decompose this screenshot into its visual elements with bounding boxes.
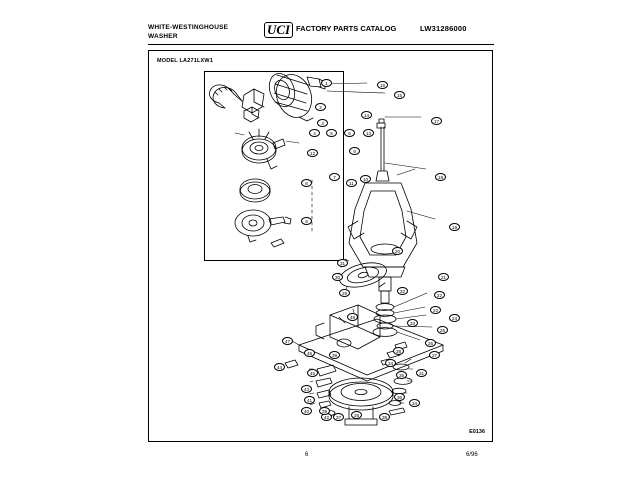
callout-46: 46 xyxy=(304,349,315,357)
brand-line-1: WHITE-WESTINGHOUSE xyxy=(148,24,229,31)
brand-block xyxy=(148,23,228,41)
callout-36: 36 xyxy=(394,393,405,401)
callout-33: 33 xyxy=(407,319,418,327)
callout-4: 4 xyxy=(309,129,320,137)
callout-32: 32 xyxy=(397,287,408,295)
callout-43: 43 xyxy=(301,385,312,393)
callout-31: 31 xyxy=(416,369,427,377)
callout-3: 3 xyxy=(317,119,328,127)
callout-19: 19 xyxy=(449,223,460,231)
callout-8: 8 xyxy=(301,217,312,225)
callout-24: 24 xyxy=(449,314,460,322)
callout-6: 6 xyxy=(344,129,355,137)
callout-2: 2 xyxy=(315,103,326,111)
callout-10: 10 xyxy=(360,175,371,183)
footer-page-number: 6 xyxy=(305,452,309,458)
callout-13: 13 xyxy=(363,129,374,137)
callout-45: 45 xyxy=(307,369,318,377)
document-code: LW31286000 xyxy=(420,24,467,33)
callout-31: 31 xyxy=(337,259,348,267)
callout-1: 1 xyxy=(321,79,332,87)
footer-date: 6/96 xyxy=(466,452,478,458)
callout-7: 7 xyxy=(329,173,340,181)
diagram-frame xyxy=(148,50,493,442)
callout-34: 34 xyxy=(385,359,396,367)
callout-21: 21 xyxy=(438,273,449,281)
uci-logo: UCI xyxy=(264,22,293,38)
callout-48: 48 xyxy=(347,313,358,321)
header-divider xyxy=(148,44,494,45)
callout-15: 15 xyxy=(394,91,405,99)
page-header xyxy=(148,22,494,46)
callout-16: 16 xyxy=(377,81,388,89)
callout-8: 8 xyxy=(301,179,312,187)
callout-25: 25 xyxy=(437,326,448,334)
callout-23: 23 xyxy=(430,306,441,314)
callout-26: 26 xyxy=(425,339,436,347)
callout-47: 47 xyxy=(282,337,293,345)
brand-line-2: WASHER xyxy=(148,33,178,40)
callout-39: 39 xyxy=(329,351,340,359)
callout-41: 41 xyxy=(304,396,315,404)
callout-12: 12 xyxy=(307,149,318,157)
callout-11: 11 xyxy=(346,179,357,187)
callout-35: 35 xyxy=(396,371,407,379)
callout-42: 42 xyxy=(321,413,332,421)
callout-14: 14 xyxy=(361,111,372,119)
callout-20: 20 xyxy=(392,247,403,255)
callout-18: 18 xyxy=(435,173,446,181)
callout-28: 28 xyxy=(351,411,362,419)
callout-44: 44 xyxy=(274,363,285,371)
callout-39: 39 xyxy=(319,407,330,415)
figure-code: E0136 xyxy=(469,429,485,435)
catalog-title: FACTORY PARTS CATALOG xyxy=(296,24,397,33)
callout-22: 22 xyxy=(434,291,445,299)
callout-17: 17 xyxy=(431,117,442,125)
callout-38: 38 xyxy=(393,347,404,355)
callout-5: 5 xyxy=(326,129,337,137)
callout-37: 37 xyxy=(333,413,344,421)
callout-27: 27 xyxy=(429,351,440,359)
callout-34: 34 xyxy=(409,399,420,407)
callout-30: 30 xyxy=(332,273,343,281)
callout-38: 38 xyxy=(379,413,390,421)
model-label: MODEL LA271LXW1 xyxy=(157,58,214,64)
callout-40: 40 xyxy=(301,407,312,415)
callout-9: 9 xyxy=(349,147,360,155)
callout-29: 29 xyxy=(339,289,350,297)
